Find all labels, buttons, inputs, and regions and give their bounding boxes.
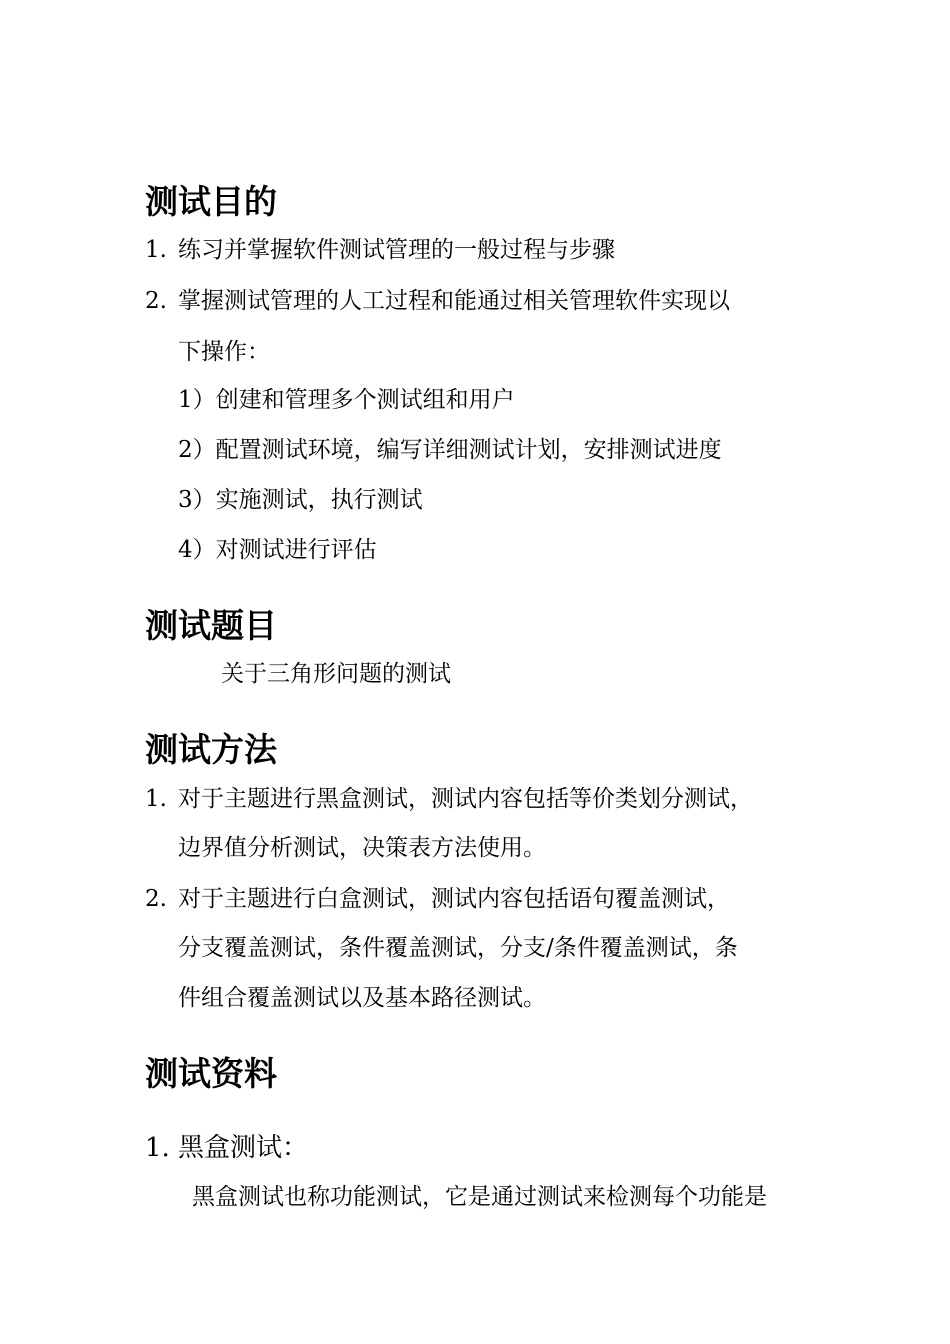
paragraph-text: 黑盒测试也称功能测试，它是通过测试来检测每个功能是 (192, 1184, 767, 1210)
list-item-text: 对于主题进行黑盒测试，测试内容包括等价类划分测试， (178, 786, 753, 812)
list-number: 1. (145, 237, 167, 263)
list-item-text-continued: 下操作： (178, 339, 270, 365)
section-heading-materials: 测试资料 (145, 1054, 277, 1093)
list-number: 1. (145, 786, 167, 812)
list-number: 2. (145, 288, 167, 314)
list-number: 2. (145, 886, 167, 912)
list-number: 1. (145, 1133, 170, 1163)
list-item-text-continued: 边界值分析测试，决策表方法使用。 (178, 835, 546, 861)
list-item-label: 黑盒测试： (178, 1133, 309, 1163)
topic-text: 关于三角形问题的测试 (221, 661, 451, 687)
list-item-text-continued: 件组合覆盖测试以及基本路径测试。 (178, 985, 546, 1011)
sub-list-item: 2）配置测试环境，编写详细测试计划，安排测试进度 (178, 437, 722, 463)
section-heading-method: 测试方法 (145, 730, 277, 769)
sub-list-item: 4）对测试进行评估 (178, 537, 377, 563)
sub-list-item: 3）实施测试，执行测试 (178, 487, 423, 513)
list-item-text: 对于主题进行白盒测试，测试内容包括语句覆盖测试， (178, 886, 730, 912)
list-item-text: 练习并掌握软件测试管理的一般过程与步骤 (178, 237, 615, 263)
list-item-text: 掌握测试管理的人工过程和能通过相关管理软件实现以 (178, 288, 730, 314)
sub-list-item: 1）创建和管理多个测试组和用户 (178, 387, 515, 413)
list-item-text-continued: 分支覆盖测试，条件覆盖测试，分支/条件覆盖测试，条 (178, 935, 738, 961)
section-heading-topic: 测试题目 (145, 606, 277, 645)
section-heading-purpose: 测试目的 (145, 182, 277, 221)
